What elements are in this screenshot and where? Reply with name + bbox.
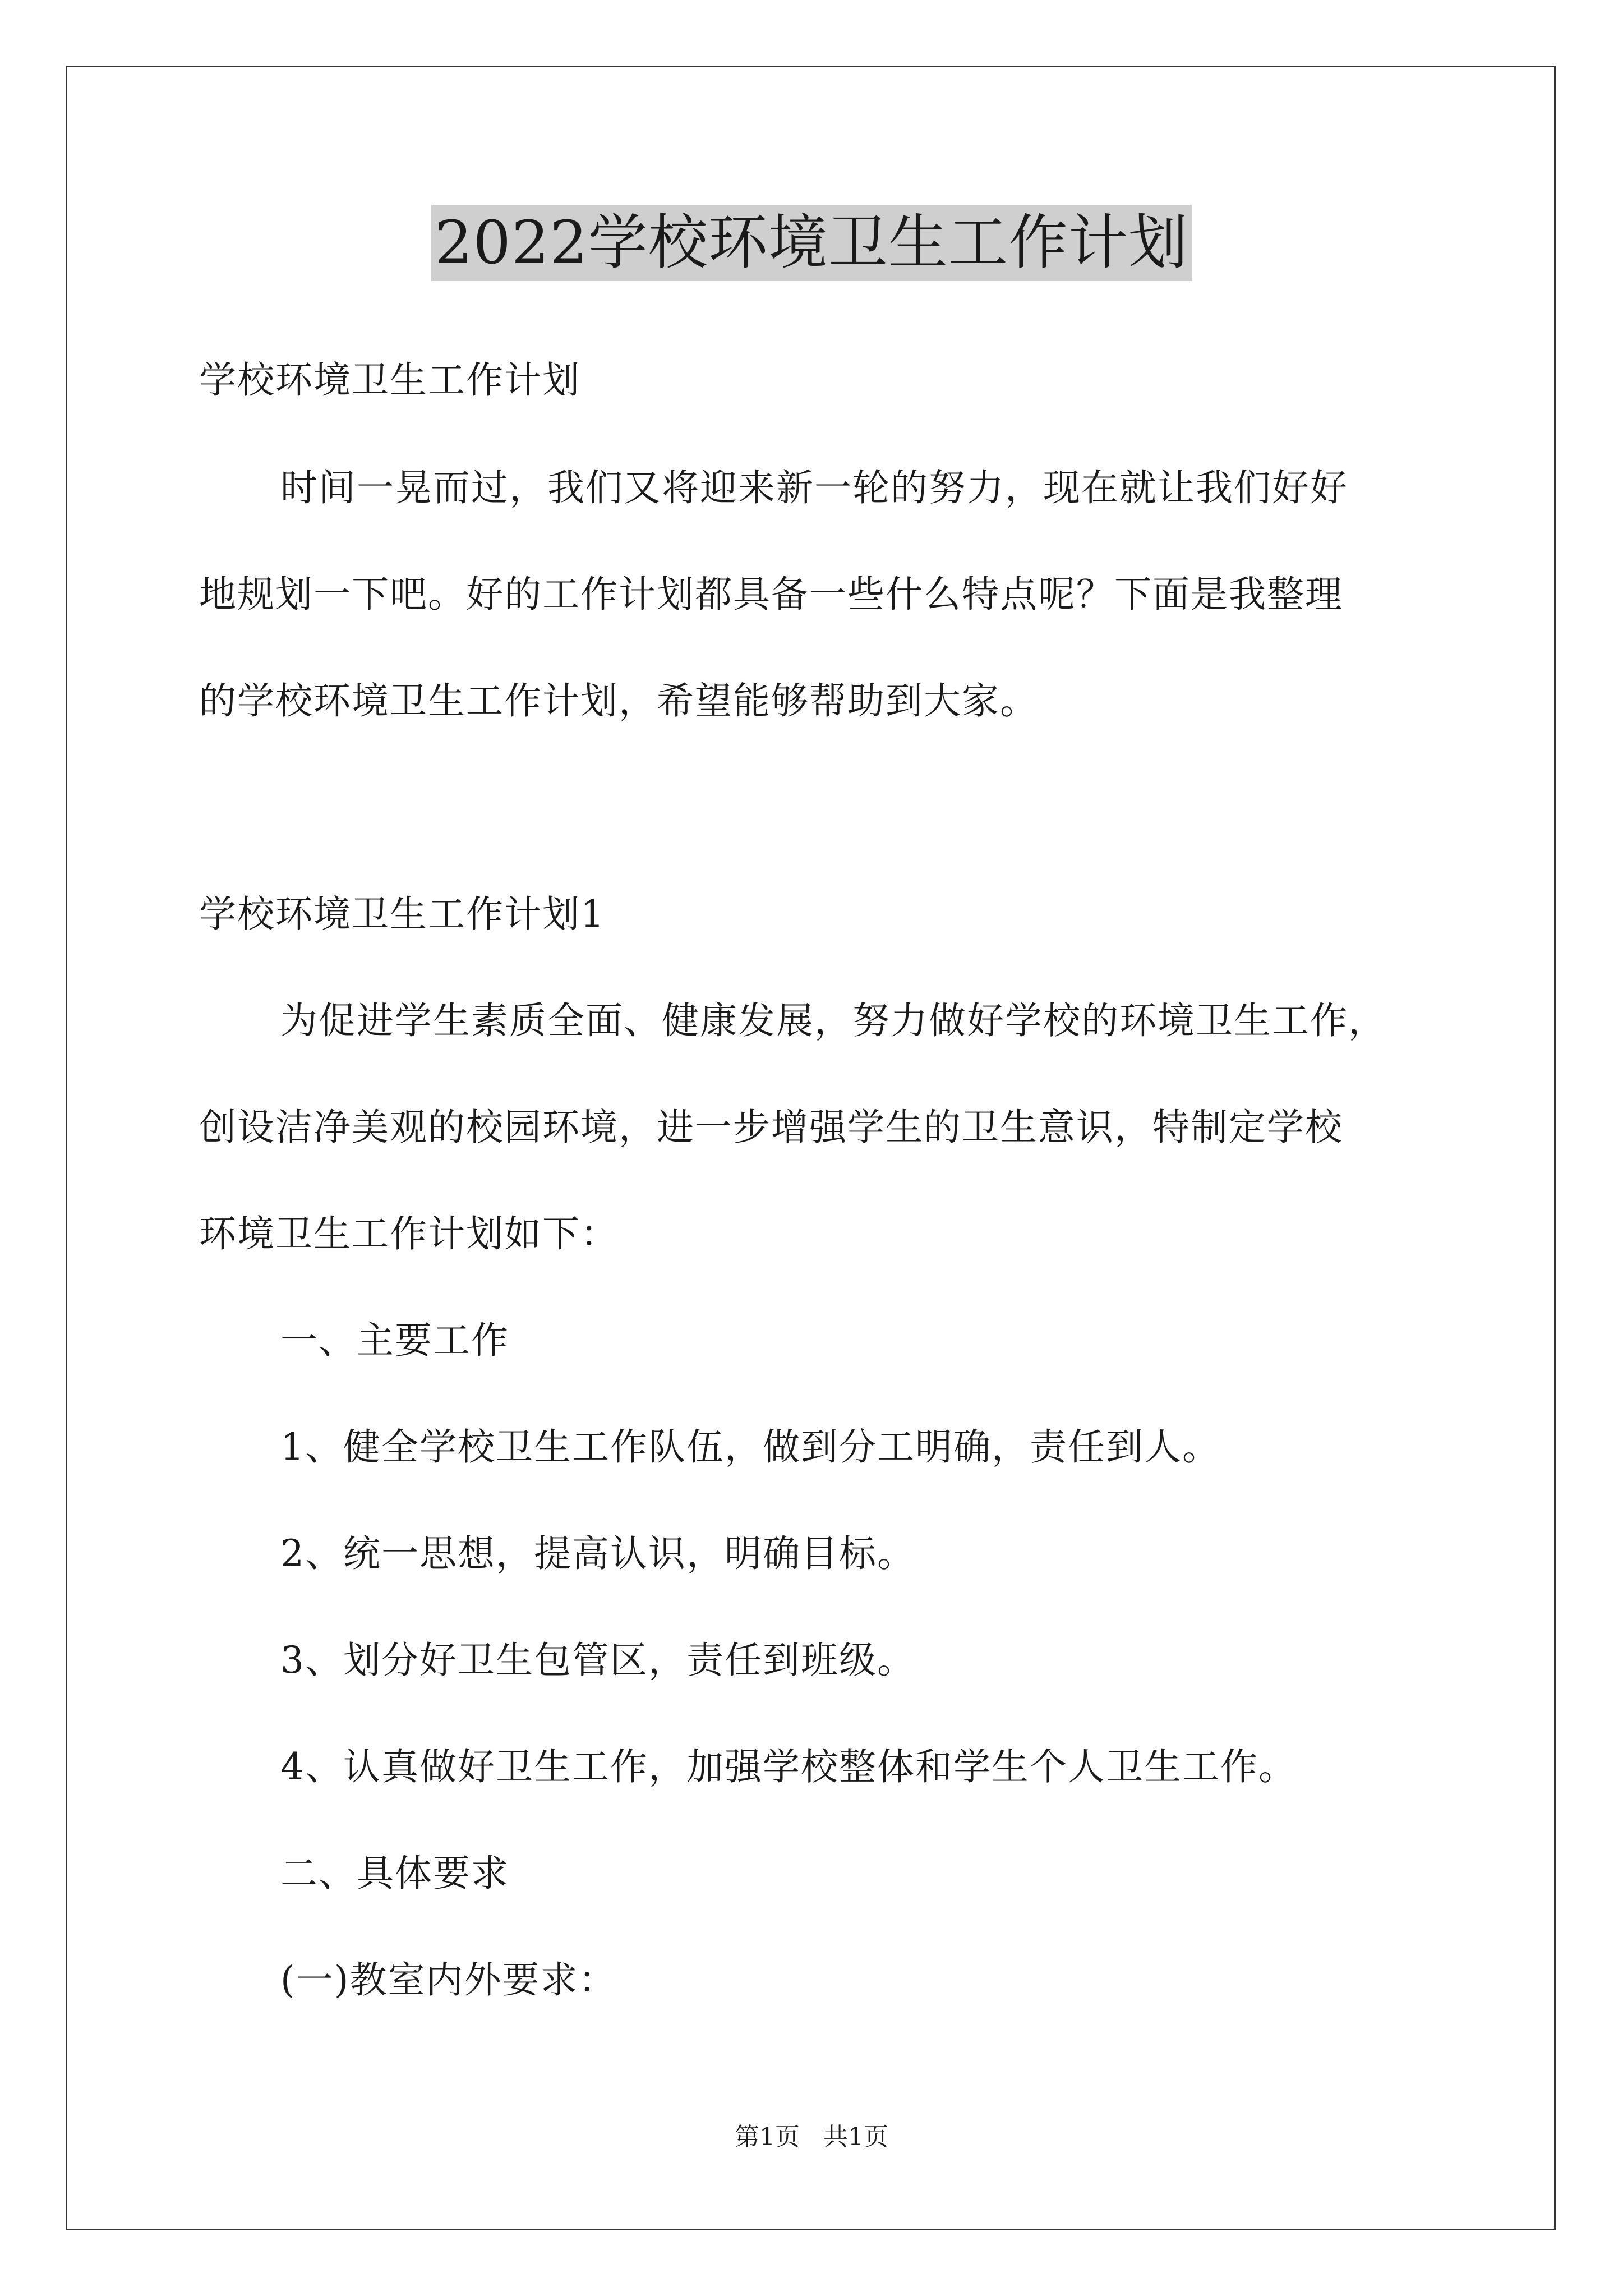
title-block bbox=[0, 205, 1623, 281]
page-number: 第1页 bbox=[735, 2123, 800, 2151]
list-item: 2、统一思想，提高认识，明确目标。 bbox=[280, 1532, 915, 1575]
list-item: 3、划分好卫生包管区，责任到班级。 bbox=[280, 1639, 915, 1682]
intro-line: 时间一晃而过，我们又将迎来新一轮的努力，现在就让我们好好 bbox=[280, 466, 1348, 509]
sub-heading: (一)教室内外要求： bbox=[280, 1958, 617, 2001]
part-heading: 二、具体要求 bbox=[280, 1852, 509, 1895]
page-count: 共1页 bbox=[823, 2123, 888, 2151]
list-item: 4、认真做好卫生工作，加强学校整体和学生个人卫生工作。 bbox=[280, 1745, 1297, 1788]
intro-heading: 学校环境卫生工作计划 bbox=[199, 358, 580, 402]
section-paragraph-line: 为促进学生素质全面、健康发展，努力做好学校的环境卫生工作， bbox=[280, 999, 1386, 1042]
part-heading: 一、主要工作 bbox=[280, 1319, 509, 1362]
document-title: 2022学校环境卫生工作计划 bbox=[431, 205, 1192, 281]
page-footer bbox=[0, 2120, 1623, 2154]
list-item: 1、健全学校卫生工作队伍，做到分工明确，责任到人。 bbox=[280, 1425, 1220, 1469]
intro-line: 的学校环境卫生工作计划，希望能够帮助到大家。 bbox=[199, 679, 1038, 723]
section-heading: 学校环境卫生工作计划1 bbox=[199, 892, 605, 936]
intro-line: 地规划一下吧。好的工作计划都具备一些什么特点呢？下面是我整理 bbox=[199, 573, 1343, 616]
section-paragraph-line: 创设洁净美观的校园环境，进一步增强学生的卫生意识，特制定学校 bbox=[199, 1106, 1343, 1149]
section-paragraph-line: 环境卫生工作计划如下： bbox=[199, 1212, 619, 1255]
